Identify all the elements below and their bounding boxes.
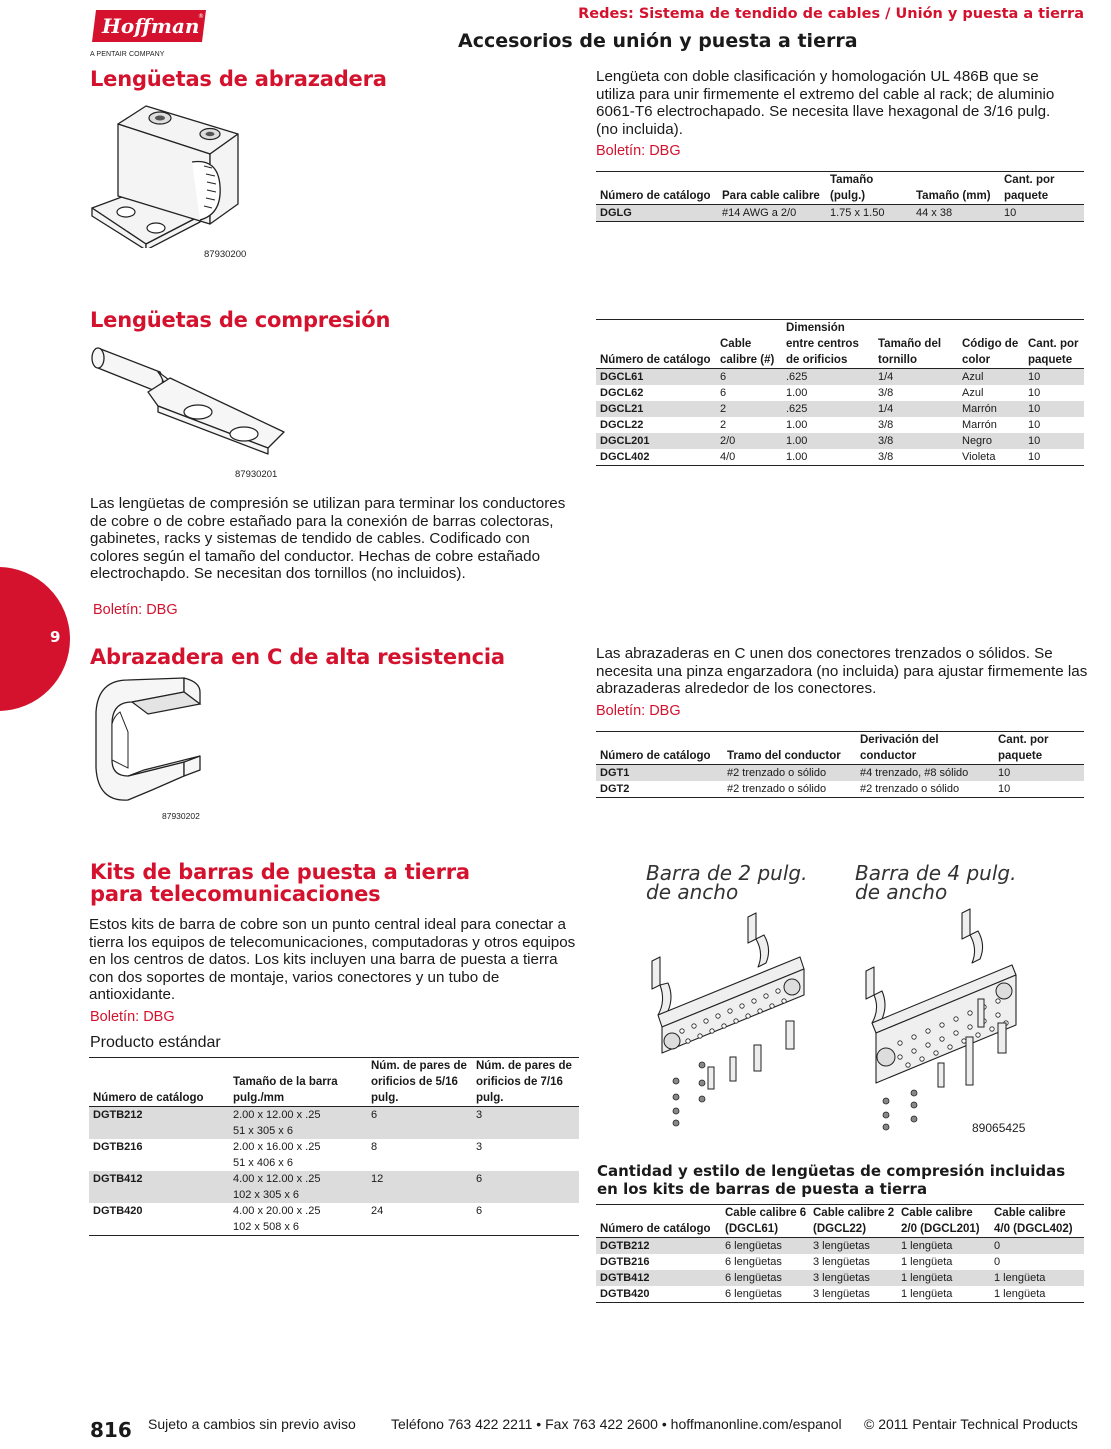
table-row (89, 1203, 579, 1236)
table-cell: 10 (1024, 433, 1084, 449)
table-cell: 6 (716, 369, 782, 386)
table-cell: 10 (998, 783, 1011, 795)
compression-lug-illustration (88, 334, 288, 468)
svg-text:®: ® (198, 13, 204, 20)
table-row (89, 1107, 579, 1140)
table-cell: DGCL402 (600, 451, 650, 463)
table-cell: Violeta (962, 451, 996, 463)
table-cell: Azul (962, 387, 984, 399)
table-cell: #14 AWG a 2/0 (718, 205, 826, 222)
kit-label-4in: Barra de 4 pulg. de ancho (855, 861, 1017, 904)
table-cell: Negro (958, 433, 1024, 449)
kits-bulletin[interactable]: Boletín: DBG (90, 1009, 175, 1025)
table-cell: 44 x 38 (912, 205, 1000, 222)
compression-image-caption: 87930201 (235, 469, 278, 480)
table-cell: 1 lengüeta (994, 1288, 1046, 1300)
bar-size-mm: 102 x 508 x 6 (233, 1221, 300, 1233)
col-header: Tramo del conductor (723, 732, 856, 765)
bar-size-in: 4.00 x 12.00 x .25 (233, 1173, 321, 1185)
table-cell: DGCL22 (600, 419, 644, 431)
col-header: Cable calibre 2/0 (DGCL201) (897, 1205, 990, 1238)
table-cell: 3 lengüetas (813, 1256, 870, 1268)
bar-size-in: 2.00 x 16.00 x .25 (233, 1141, 321, 1153)
table-cell: 1 lengüeta (901, 1288, 953, 1300)
kits-subtitle: Producto estándar (90, 1034, 221, 1051)
footer-notice: Sujeto a cambios sin previo aviso (148, 1416, 356, 1432)
col-header: Número de catálogo (89, 1058, 229, 1107)
col-header: Cable calibre 4/0 (DGCL402) (990, 1205, 1084, 1238)
cclamp-title: Abrazadera en C de alta resistencia (90, 645, 505, 669)
col-header: Cant. por paquete (1024, 320, 1084, 369)
col-header: Cant. por paquete (994, 732, 1084, 765)
section-header: Redes: Sistema de tendido de cables / Unión y puesta a tierra (578, 6, 1084, 22)
table-cell: 1/4 (874, 401, 958, 417)
table-cell: #2 trenzado o sólido (723, 765, 856, 782)
kits-image-caption: 89065425 (972, 1121, 1026, 1135)
table-cell: 1.00 (786, 387, 808, 399)
chapter-tab-number: 9 (50, 628, 61, 646)
table-cell: 2 (720, 419, 727, 431)
table-cell: 6 lengüetas (725, 1288, 782, 1300)
compression-table (596, 319, 1084, 466)
table-cell: 10 (1024, 401, 1084, 417)
table-row (596, 205, 1084, 222)
table-cell: 0 (990, 1238, 1084, 1255)
col-header: Dimensión entre centros de orificios (782, 320, 874, 369)
table-cell: 10 (1024, 369, 1084, 386)
table-cell: DGTB216 (600, 1256, 650, 1268)
table-cell: 3/8 (878, 451, 894, 463)
compression-description: Las lengüetas de compresión se utilizan para terminar los conductores de cobre o de cobre estañado para la conexión de barras colectoras, gabinetes, racks y sistemas de tendido de cables. Codificado con colores según el tamaño del conductor. Hechas de cobre estañado electrochapdo. Se necesitan dos tornillos (no incluidos). (90, 495, 566, 582)
table-cell: DGTB420 (600, 1288, 650, 1300)
table-cell: .625 (782, 369, 874, 386)
col-header: Para cable calibre (718, 172, 826, 205)
page-title: Accesorios de unión y puesta a tierra (458, 30, 858, 52)
table-cell: 6 (472, 1171, 579, 1203)
table-cell: 10 (1028, 387, 1041, 399)
table-cell: 6 (476, 1205, 483, 1217)
table-cell: DGCL62 (600, 387, 644, 399)
col-header: Número de catálogo (596, 1205, 721, 1238)
bar-size-mm: 102 x 305 x 6 (233, 1189, 300, 1201)
col-header: Número de catálogo (596, 172, 718, 205)
table-cell: 24 (371, 1205, 384, 1217)
col-header: Núm. de pares de orificios de 5/16 pulg. (367, 1058, 472, 1107)
table-cell: 3 (476, 1141, 483, 1153)
table-cell: #2 trenzado o sólido (727, 783, 827, 795)
cclamp-table (596, 731, 1084, 798)
table-row (89, 1171, 579, 1203)
col-header: Tamaño (pulg.) (826, 172, 912, 205)
table-cell: DGTB216 (93, 1141, 143, 1153)
table-cell: #4 trenzado, #8 sólido (856, 765, 994, 782)
table-cell: 10 (1028, 419, 1041, 431)
table-row (596, 1286, 1084, 1303)
table-cell: DGTB212 (596, 1238, 721, 1255)
table-cell: 1 lengüeta (990, 1270, 1084, 1286)
table-cell: 6 lengüetas (725, 1256, 782, 1268)
table-cell: DGLG (596, 205, 718, 222)
ground-bar-4in-illustration (852, 905, 1032, 1135)
col-header: Cable calibre (#) (716, 320, 782, 369)
table-cell: 1 lengüeta (897, 1238, 990, 1255)
compression-title: Lengüetas de compresión (90, 308, 391, 332)
bar-size-mm: 51 x 305 x 6 (233, 1125, 293, 1137)
lug-image-caption: 87930200 (204, 249, 247, 260)
table-row (596, 369, 1084, 386)
ground-bar-2in-illustration (636, 905, 816, 1135)
table-cell: 1.00 (786, 451, 808, 463)
table-cell: 6 lengüetas (721, 1238, 809, 1255)
table-row (596, 1238, 1084, 1255)
table-cell: 10 (994, 765, 1084, 782)
table-cell: 1 lengüeta (901, 1256, 953, 1268)
table-cell: 4/0 (720, 451, 736, 463)
hoffman-logo-mark (90, 6, 210, 46)
table-cell (229, 1171, 367, 1203)
cclamp-image-caption: 87930202 (162, 811, 200, 821)
table-cell: 1.00 (786, 419, 808, 431)
col-header: Tamaño del tornillo (874, 320, 958, 369)
col-header: Derivación del conductor (856, 732, 994, 765)
table-cell: 8 (371, 1141, 378, 1153)
col-header: Número de catálogo (596, 732, 723, 765)
lug-table (596, 171, 1084, 222)
col-header: Núm. de pares de orificios de 7/16 pulg. (472, 1058, 579, 1107)
table-row (596, 433, 1084, 449)
col-header: Cant. por paquete (1000, 172, 1084, 205)
table-cell: 3 lengüetas (813, 1288, 870, 1300)
table-cell: DGTB420 (93, 1205, 143, 1217)
table-cell: 3 lengüetas (809, 1270, 897, 1286)
kits-description: Estos kits de barra de cobre son un punto central ideal para conectar a tierra los equipos de telecomunicaciones, computadoras y otros equipos en los centros de datos. Los kits incluyen una barra de puesta a tierra con dos soportes de montaje, varios conectores y un tubo de antioxidante. (89, 916, 576, 1003)
table-row (596, 781, 1084, 798)
table-cell: DGT2 (600, 783, 630, 795)
table-cell: 2 (716, 401, 782, 417)
lug-title: Lengüetas de abrazadera (90, 67, 387, 91)
table-cell: #2 trenzado o sólido (860, 783, 960, 795)
table-row (89, 1139, 579, 1171)
logo-text: Hoffman (102, 14, 200, 38)
col-header: Tamaño (mm) (912, 172, 1000, 205)
table-cell: 3/8 (878, 419, 894, 431)
table-cell: DGCL201 (596, 433, 716, 449)
table-cell: 3 (472, 1107, 579, 1140)
table-row (596, 449, 1084, 466)
table-cell: DGCL21 (596, 401, 716, 417)
lug-description: Lengüeta con doble clasificación y homologación UL 486B que se utiliza para unir firmemente el extremo del cable al rack; de aluminio 6061-T6 electrochapado. Se necesita llave hexagonal de 3/16 pulg. (no incluida). (596, 68, 1055, 138)
kits-title: Kits de barras de puesta a tierra para telecomunicaciones (90, 860, 470, 906)
table-cell: 1.75 x 1.50 (826, 205, 912, 222)
compression-bulletin[interactable]: Boletín: DBG (93, 602, 178, 618)
table-cell: Azul (958, 369, 1024, 386)
table-cell: 3/8 (878, 387, 894, 399)
table-cell: DGTB412 (596, 1270, 721, 1286)
table-cell: 0 (994, 1256, 1001, 1268)
kits-table (89, 1057, 579, 1236)
lug-bulletin[interactable]: Boletín: DBG (596, 143, 681, 159)
table-row (596, 765, 1084, 782)
table-cell: 6 (367, 1107, 472, 1140)
cclamp-description: Las abrazaderas en C unen dos conectores trenzados o sólidos. Se necesita una pinza engarzadora (no incluida) para ajustar firmemente las abrazaderas alrededor de los conectores. (596, 645, 1088, 697)
col-header: Número de catálogo (596, 320, 716, 369)
table-cell: 2/0 (716, 433, 782, 449)
page-number: 816 (90, 1418, 132, 1442)
table-row (596, 1270, 1084, 1286)
table-cell: 12 (367, 1171, 472, 1203)
table-cell: 6 (720, 387, 727, 399)
table-cell: Marrón (962, 419, 997, 431)
footer-contact[interactable]: Teléfono 763 422 2211 • Fax 763 422 2600 • hoffmanonline.com/espanol (391, 1416, 842, 1432)
col-header: Tamaño de la barra pulg./mm (229, 1058, 367, 1107)
cclamp-illustration (88, 672, 208, 812)
kits-qty-title: Cantidad y estilo de lengüetas de compresión incluidas en los kits de barras de puesta a tierra (597, 1162, 1066, 1198)
table-cell: 10 (1028, 451, 1041, 463)
table-cell: DGTB412 (89, 1171, 229, 1203)
bar-size-mm: 51 x 406 x 6 (233, 1157, 293, 1169)
table-row (596, 417, 1084, 433)
table-row (596, 401, 1084, 417)
table-cell: 1/4 (874, 369, 958, 386)
cclamp-bulletin[interactable]: Boletín: DBG (596, 703, 681, 719)
table-cell: 3/8 (874, 433, 958, 449)
bar-size-in: 2.00 x 12.00 x .25 (233, 1109, 321, 1121)
lug-clamp-illustration (88, 96, 258, 248)
col-header: Código de color (958, 320, 1024, 369)
table-cell: .625 (782, 401, 874, 417)
hoffman-logo (90, 6, 210, 58)
table-cell: 1 lengüeta (897, 1270, 990, 1286)
table-cell: Marrón (958, 401, 1024, 417)
table-cell: DGTB212 (89, 1107, 229, 1140)
table-cell (229, 1203, 367, 1236)
table-row (596, 385, 1084, 401)
table-cell: 3 lengüetas (809, 1238, 897, 1255)
table-cell: 1.00 (782, 433, 874, 449)
col-header: Cable calibre 6 (DGCL61) (721, 1205, 809, 1238)
table-cell (229, 1107, 367, 1140)
logo-subtext: A PENTAIR COMPANY (90, 51, 165, 58)
footer-copyright: © 2011 Pentair Technical Products (864, 1416, 1078, 1432)
kits-qty-table (596, 1204, 1084, 1303)
bar-size-in: 4.00 x 20.00 x .25 (233, 1205, 321, 1217)
kit-label-2in: Barra de 2 pulg. de ancho (646, 861, 808, 904)
table-cell: DGT1 (596, 765, 723, 782)
table-row (596, 1254, 1084, 1270)
table-cell: 6 lengüetas (721, 1270, 809, 1286)
table-cell: DGCL61 (596, 369, 716, 386)
table-cell: 10 (1000, 205, 1084, 222)
table-cell (229, 1139, 367, 1171)
col-header: Cable calibre 2 (DGCL22) (809, 1205, 897, 1238)
